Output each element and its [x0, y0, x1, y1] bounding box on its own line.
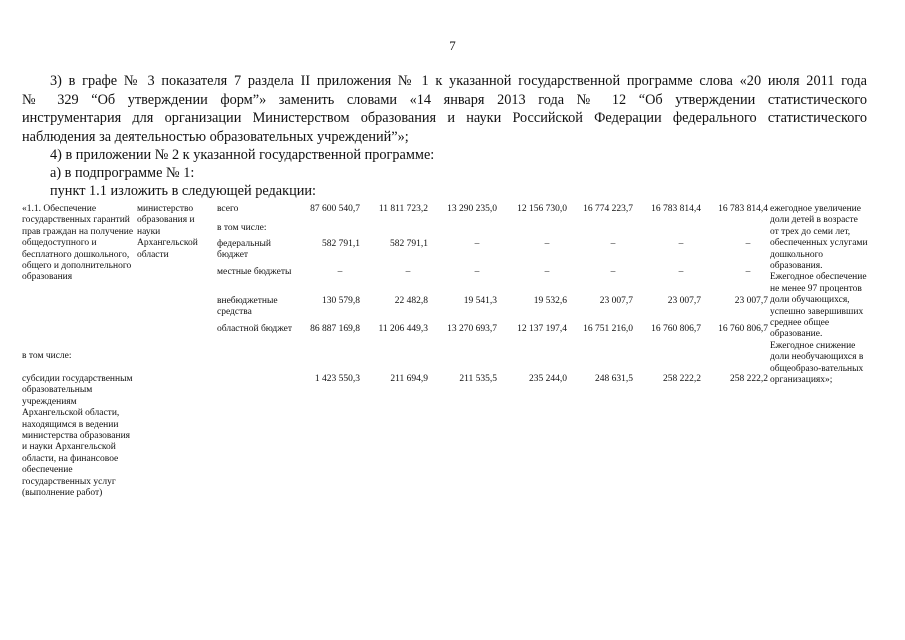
source-cell: всего: [217, 204, 239, 214]
paragraph-3: [22, 72, 867, 146]
value-cell: –: [474, 239, 480, 249]
value-cell: 19 541,3: [463, 296, 497, 306]
paragraph-a: а) в подпрограмме № 1:: [50, 165, 195, 181]
paragraph-3-line: 3) в графе № 3 показателя 7 раздела II приложения № 1 к указанной государственной программе слова «20 июля 2011 года: [50, 73, 867, 89]
value-cell: 13 290 235,0: [447, 204, 497, 214]
subsidy-value-cell: 258 222,2: [663, 374, 701, 384]
value-cell: 87 600 540,7: [310, 204, 360, 214]
value-cell: 19 532,6: [533, 296, 567, 306]
value-cell: –: [337, 267, 343, 277]
subsidy-value-cell: 248 631,5: [595, 374, 633, 384]
value-cell: 22 482,8: [394, 296, 428, 306]
value-cell: 12 137 197,4: [517, 324, 567, 334]
value-cell: –: [678, 267, 684, 277]
value-cell: –: [405, 267, 411, 277]
value-cell: 86 887 169,8: [310, 324, 360, 334]
value-cell: 16 760 806,7: [651, 324, 701, 334]
value-cell: –: [610, 267, 616, 277]
value-cell: –: [745, 239, 751, 249]
value-cell: –: [544, 239, 550, 249]
result-cell: ежегодное увеличение доли детей в возрасте от трех до семи лет, обеспеченных услугами дошкольного образования. Ежегодное обеспечение не менее 97 процентов доли обучающихся, успешно завершивших среднее общее образование. Ежегодное снижение доли необучающихся в общеобразо-вательных организациях»;: [770, 204, 868, 386]
value-cell: 12 156 730,0: [517, 204, 567, 214]
source-cell: в том числе:: [217, 223, 267, 233]
subsidy-value-cell: 211 694,9: [390, 374, 428, 384]
value-cell: –: [474, 267, 480, 277]
value-cell: –: [745, 267, 751, 277]
source-cell: местные бюджеты: [217, 267, 292, 277]
value-cell: 582 791,1: [390, 239, 428, 249]
goal-cell: «1.1. Обеспечение государственных гарантий прав граждан на получение общедоступного и бесплатного дошкольного, общего и дополнительного образования: [22, 204, 134, 283]
value-cell: 23 007,7: [734, 296, 768, 306]
value-cell: –: [544, 267, 550, 277]
page-number: 7: [449, 38, 456, 53]
paragraph-3-line: наблюдения за деятельностью образовательных учреждений”»;: [22, 128, 409, 145]
subsidy-value-cell: 258 222,2: [730, 374, 768, 384]
subsidy-value-cell: 211 535,5: [459, 374, 497, 384]
value-cell: 23 007,7: [599, 296, 633, 306]
paragraph-4: 4) в приложении № 2 к указанной государственной программе:: [50, 147, 435, 163]
including-label: в том числе:: [22, 351, 72, 361]
source-cell: федеральный бюджет: [217, 239, 271, 261]
value-cell: 582 791,1: [322, 239, 360, 249]
value-cell: 16 751 216,0: [583, 324, 633, 334]
subsidy-value-cell: 235 244,0: [529, 374, 567, 384]
value-cell: 16 760 806,7: [718, 324, 768, 334]
source-cell: внебюджетные средства: [217, 296, 278, 318]
value-cell: –: [678, 239, 684, 249]
value-cell: 16 783 814,4: [718, 204, 768, 214]
value-cell: 11 206 449,3: [378, 324, 428, 334]
value-cell: 23 007,7: [667, 296, 701, 306]
subsidy-value-cell: 1 423 550,3: [314, 374, 360, 384]
paragraph-item: пункт 1.1 изложить в следующей редакции:: [50, 183, 317, 199]
paragraph-3-line: № 329 “Об утверждении форм”» заменить словами «14 января 2013 года № 12 “Об утверждении статистического: [22, 91, 867, 108]
executor-cell: министерство образования и науки Архангельской области: [137, 204, 198, 260]
value-cell: –: [610, 239, 616, 249]
value-cell: 16 783 814,4: [651, 204, 701, 214]
value-cell: 13 270 693,7: [447, 324, 497, 334]
source-cell: областной бюджет: [217, 324, 293, 334]
paragraph-3-line: инструментария для организации Министерством образования и науки Российской Федерации федерального статистического: [22, 110, 867, 126]
subsidy-cell: субсидии государственным образовательным учреждениям Архангельской области, находящимся в ведении министерства образования и науки Архангельской области, на финансовое обеспечение государственных услуг (выполнение работ): [22, 374, 133, 499]
value-cell: 11 811 723,2: [378, 204, 428, 214]
value-cell: 16 774 223,7: [583, 204, 633, 214]
value-cell: 130 579,8: [322, 296, 360, 306]
